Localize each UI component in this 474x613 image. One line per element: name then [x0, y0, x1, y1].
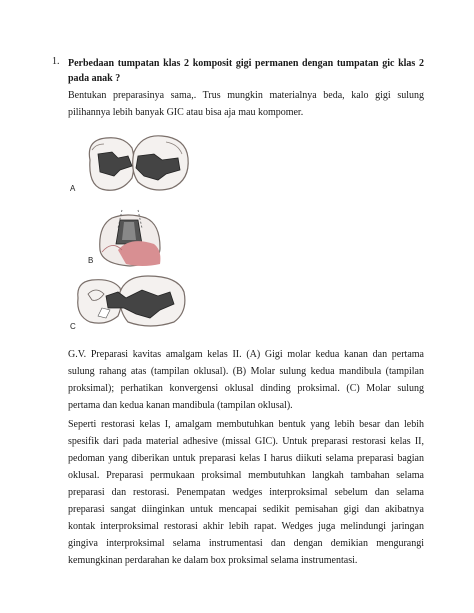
figure-a-teeth — [89, 136, 188, 190]
tooth-preparation-figure — [62, 132, 202, 340]
question-number: 1. — [52, 56, 60, 67]
figure-label-a: A — [70, 184, 76, 193]
figure-b-tooth — [100, 210, 161, 266]
answer-text: Bentukan preparasinya sama,. Trus mungkin materialnya beda, kalo gigi sulung pilihannya lebih banyak GIC atau bisa aja mau kompomer. — [68, 90, 424, 118]
figure-label-b: B — [88, 256, 94, 265]
figure-c-teeth — [78, 276, 185, 326]
figure-caption: G.V. Preparasi kavitas amalgam kelas II. (A) Gigi molar kedua kanan dan pertama sulung rahang atas (tampilan oklusal). (B) Molar sulung kedua mandibula (tampilan proksimal); perhatikan konvergensi oklusal dinding proksimal. (C) Molar sulung pertama dan kedua kanan mandibula (tampilan oklusal). — [68, 349, 424, 411]
question-title: Perbedaan tumpatan klas 2 komposit gigi permanen dengan tumpatan gic klas 2 pada anak ? — [68, 58, 424, 84]
body-paragraph: Seperti restorasi kelas I, amalgam membutuhkan bentuk yang lebih besar dan lebih spesifik dari pada material adhesive (missal GIC). Untuk preparasi restorasi kelas II, pedoman yang diberikan untuk preparasi kelas I harus diikuti selama preparasi bagian oklusal. Preparasi permukaan proksimal membutuhkan langkah tambahan selama preparasi dan restorasi. Penempatan wedges interproksimal sebelum dan selama preparasi sangat diinginkan untuk mencapai sedikit pemisahan gigi dan akibatnya kontak interproksimal restorasi akhir lebih rapat. Wedges juga melindungi jaringan gingiva interproksimal selama instrumentasi dan dengan demikian mengurangi kemungkinan perdarahan ke dalam box proksimal selama instrumentasi. — [68, 419, 424, 566]
figure-label-c: C — [70, 322, 76, 331]
figure-illustration — [62, 132, 202, 340]
